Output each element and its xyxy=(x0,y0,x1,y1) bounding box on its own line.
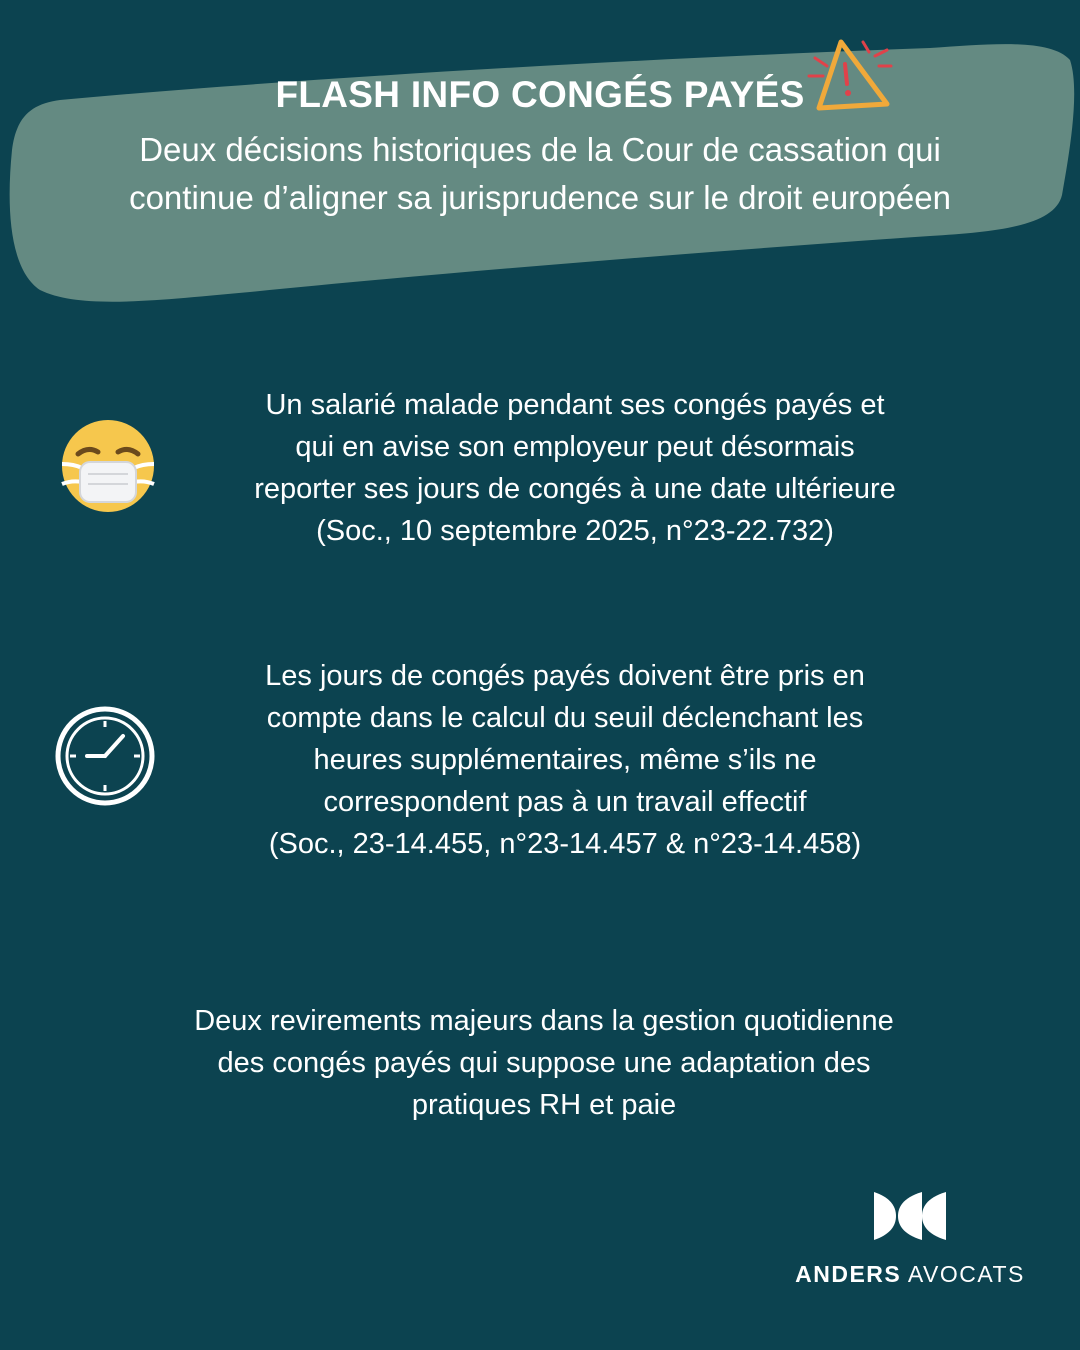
logo-name-bold: ANDERS xyxy=(795,1261,902,1287)
logo-name-light: AVOCATS xyxy=(901,1261,1025,1287)
page-title: FLASH INFO CONGÉS PAYÉS xyxy=(275,74,805,115)
subtitle-line: Deux décisions historiques de la Cour de cassation qui xyxy=(139,131,941,168)
text-line: reporter ses jours de congés à une date ultérieure xyxy=(254,473,896,505)
text-line: Deux revirements majeurs dans la gestion quotidienne xyxy=(194,1005,894,1037)
subtitle-line: continue d’aligner sa jurisprudence sur le droit européen xyxy=(129,179,951,216)
text-line: Les jours de congés payés doivent être pris en xyxy=(265,660,865,692)
text-line: qui en avise son employeur peut désormais xyxy=(295,431,855,463)
text-line: des congés payés qui suppose une adaptation des xyxy=(217,1047,871,1079)
decision-1-text xyxy=(170,384,980,552)
decision-2-text xyxy=(170,655,960,865)
clock-icon xyxy=(55,706,155,806)
header-banner xyxy=(0,0,1080,320)
logo-mark-icon xyxy=(872,1190,948,1242)
text-line: heures supplémentaires, même s’ils ne xyxy=(313,744,817,776)
text-line: (Soc., 10 septembre 2025, n°23-22.732) xyxy=(316,515,834,547)
masked-face-icon xyxy=(60,418,156,514)
anders-avocats-logo xyxy=(780,1190,1040,1288)
conclusion-text xyxy=(100,1000,988,1126)
text-line: correspondent pas à un travail effectif xyxy=(323,786,807,818)
text-line: (Soc., 23-14.455, n°23-14.457 & n°23-14.458) xyxy=(268,828,862,860)
warning-icon xyxy=(805,36,895,116)
text-line: pratiques RH et paie xyxy=(411,1089,677,1121)
subtitle xyxy=(20,126,1060,222)
logo-text xyxy=(780,1261,1040,1288)
text-line: compte dans le calcul du seuil déclenchant les xyxy=(266,702,864,734)
text-line: Un salarié malade pendant ses congés payés et xyxy=(265,389,885,421)
